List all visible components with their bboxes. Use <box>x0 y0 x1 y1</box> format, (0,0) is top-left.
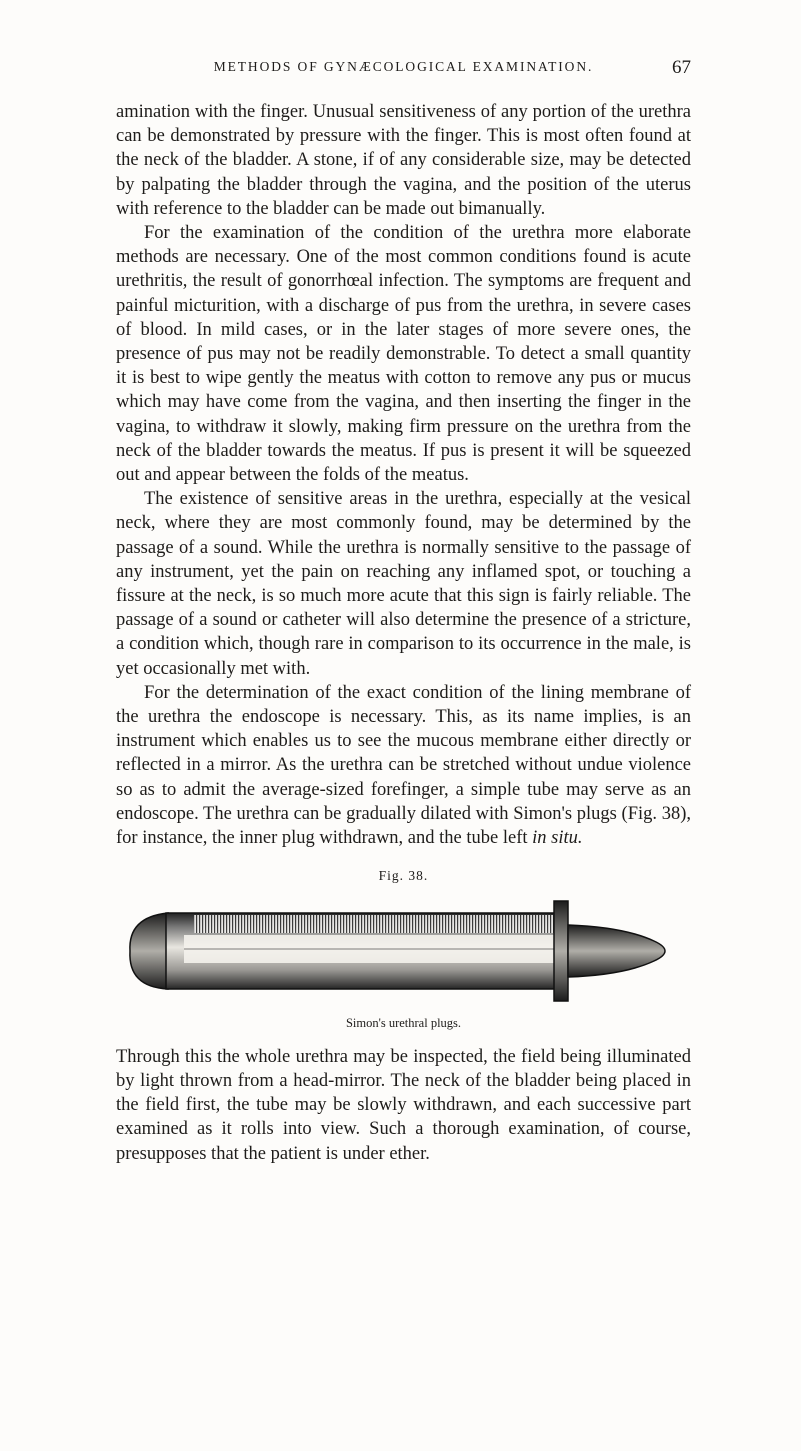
figure-label: Fig. 38. <box>378 868 429 884</box>
plug-hatching <box>194 915 554 933</box>
paragraph-4 <box>116 681 691 850</box>
paragraph-5: Through this the whole urethra may be inspected, the field being illuminated by light thrown from a head-mirror. The neck of the bladder being placed in the field first, the tube may be slowly withdrawn, and each successive part examined as it rolls into view. Such a thorough examination, of course, presupposes that the patient is under ether. <box>116 1046 691 1164</box>
paragraph-1: amination with the finger. Unusual sensitiveness of any portion of the urethra can be demonstrated by pressure with the finger. This is most often found at the neck of the bladder. A stone, if of any considerable size, may be detected by palpating the bladder through the vagina, and the position of the uterus with reference to the bladder can be made out bimanually. <box>116 102 691 219</box>
paragraph-3: The existence of sensitive areas in the urethra, especially at the vesical neck, where they are most commonly found, may be determined by the passage of a sound. While the urethra is normally sensitive to the passage of any instrument, yet the pain on reaching any inflamed spot, or touching a fissure at the neck, is so much more acute that this sign is fairly reliable. The passage of a sound or catheter will also determine the presence of a stricture, a condition which, though rare in comparison to its occurrence in the male, is yet occasionally met with. <box>116 489 691 679</box>
running-head <box>116 59 691 83</box>
running-head-title: METHODS OF GYNÆCOLOGICAL EXAMINATION. <box>213 59 594 74</box>
body-text <box>116 100 691 1166</box>
urethral-plug-illustration <box>124 895 684 1007</box>
figure-38 <box>116 895 691 1007</box>
paragraph-4-text: For the determination of the exact condition of the lining membrane of the urethra the endoscope is necessary. This, as its name implies, is an instrument which enables us to see the mucous membrane either directly or reflected in a mirror. As the urethra can be stretched without undue violence so as to admit the average-sized forefinger, a simple tube may serve as an endoscope. The urethra can be gradually dilated with Simon's plugs (Fig. 38), for instance, the inner plug withdrawn, and the tube left <box>116 682 691 849</box>
plug-flange <box>554 901 568 1001</box>
figure-caption: Simon's urethral plugs. <box>345 1015 462 1030</box>
plug-left-cap <box>129 913 167 989</box>
paragraph-2: For the examination of the condition of the urethra more elaborate methods are necessary. One of the most common conditions found is acute urethritis, the result of gonorrhœal infection. The symptoms are frequent and painful micturition, with a discharge of pus from the urethra, in severe cases of blood. In mild cases, or in the later stages of more severe ones, the presence of pus may not be readily demonstrable. To detect a small quantity it is best to wipe gently the meatus with cotton to remove any pus or mucus which may have come from the vagina, and then inserting the finger in the vagina, to withdraw it slowly, making firm pressure on the urethra from the neck of the bladder towards the meatus. If pus is present it will be squeezed out and appear between the folds of the meatus. <box>116 223 691 486</box>
page-number: 67 <box>672 57 691 78</box>
plug-handle <box>568 925 665 977</box>
in-situ-italic: in situ. <box>532 828 583 849</box>
